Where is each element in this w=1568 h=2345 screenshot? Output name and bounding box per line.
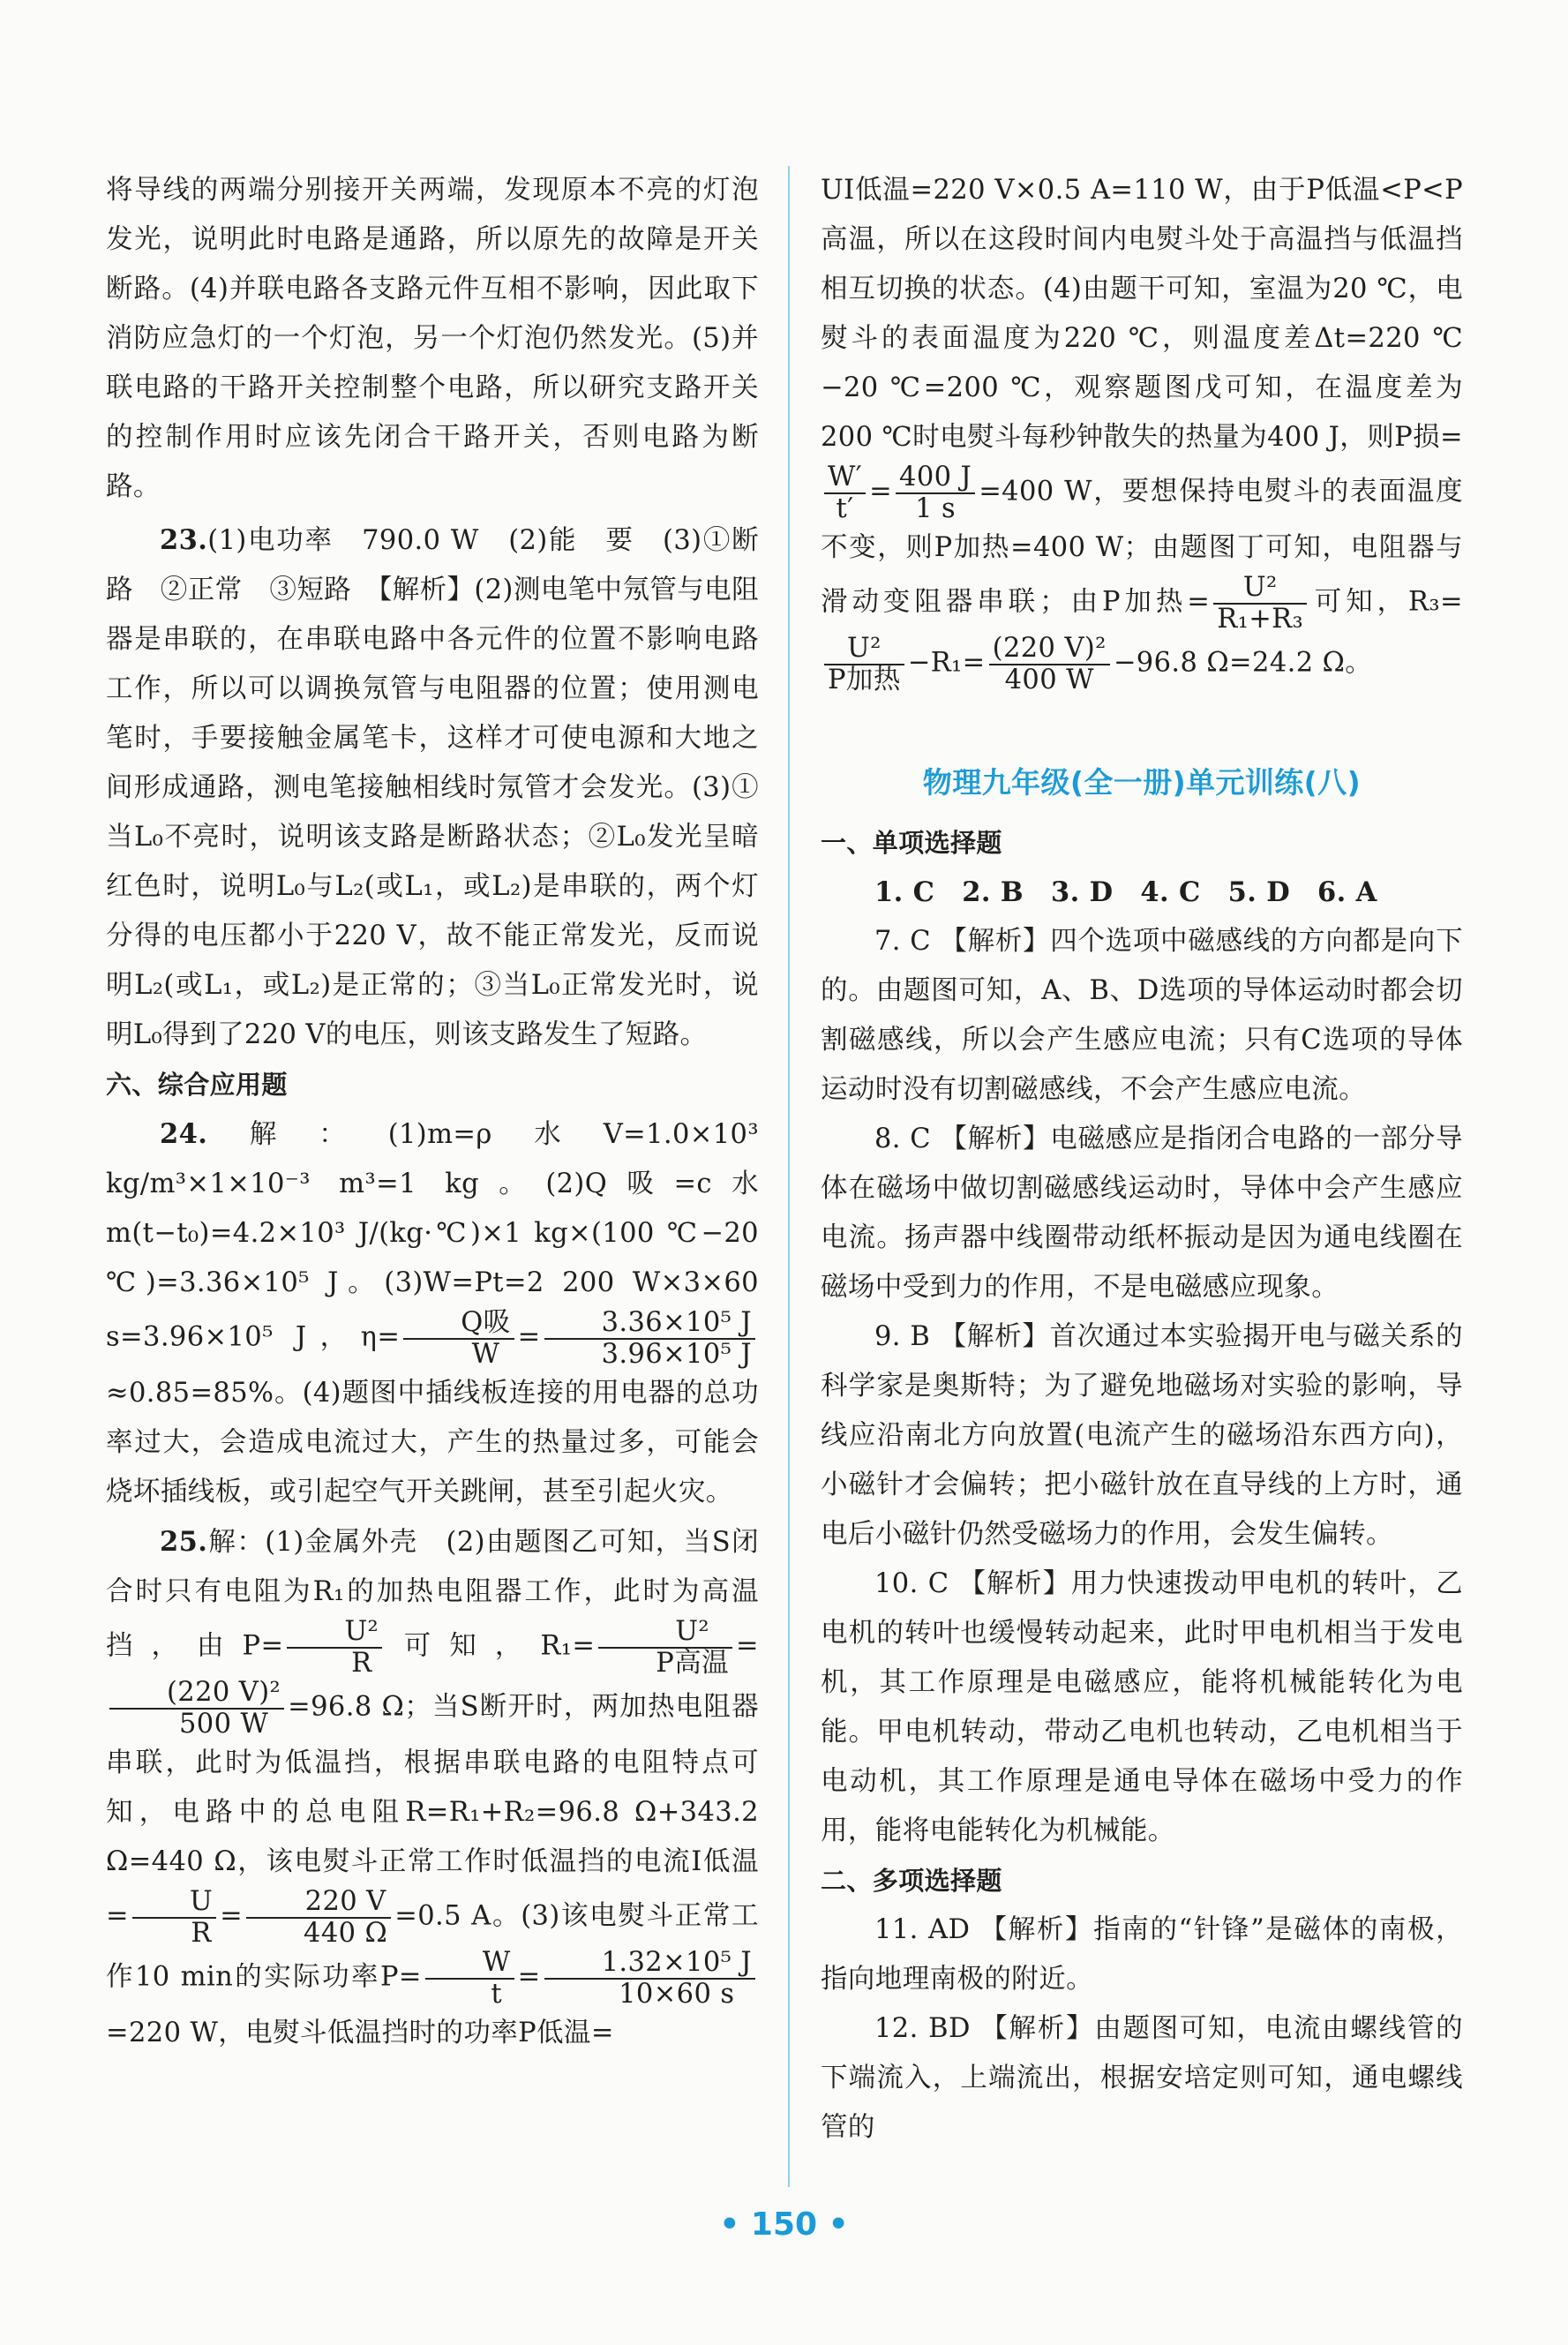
- question-24: 24.解：(1)m=ρ水V=1.0×10³ kg/m³×1×10⁻³ m³=1 kg。(2)Q吸=c水m(t−t₀)=4.2×10³ J/(kg·℃)×1 kg×(100 ℃−20 ℃)=3.36×10⁵ J。(3)W=Pt=2 200 W×3×60 s=3.96×10⁵ J，η= $\frac{\text{Q吸}}{W}$ = $\frac{\text{3.36×10⁵ J}}{\text{3.96×10⁵ J}}$ ≈0.85=85%。(4)题图中插线板连接的用电器的总功率过大，会造成电流过大，产生的热量过多，可能会烧坏插线板，或引起空气开关跳闸，甚至引起火灾。: [106, 1118, 759, 1508]
- question-number: 24.: [160, 1118, 208, 1150]
- fraction-numerator: (220 V)²: [989, 634, 1110, 665]
- fraction-numerator: W: [425, 1948, 514, 1980]
- fraction-denominator: W: [471, 1338, 500, 1370]
- fraction: [824, 634, 904, 695]
- question-8: 8. C 【解析】电磁感应是指闭合电路的一部分导体在磁场中做切割磁感线运动时，导体中会产生感应电流。扬声器中线圈带动纸杯振动是因为通电线圈在磁场中受到力的作用，不是电磁感应现象。: [821, 1124, 1463, 1304]
- fraction-numerator: W′: [824, 462, 866, 494]
- left-paragraph-1: 将导线的两端分别接开关两端，发现原本不亮的灯泡发光，说明此时电路是通路，所以原先的故障是开关断路。(4)并联电路各支路元件互相不影响，因此取下消防应急灯的一个灯泡，另一个灯泡仍然发光。(5)并联电路的干路开关控制整个电路，所以研究支路开关的控制作用时应该先闭合干路开关，否则电路为断路。: [106, 175, 759, 502]
- fraction: [544, 1948, 755, 2009]
- fraction-denominator: 440 Ω: [304, 1917, 388, 1949]
- fraction-denominator: P加热: [828, 664, 901, 695]
- fraction-numerator: 1.32×10⁵ J: [544, 1948, 755, 1980]
- section-heading-1: 一、单项选择题: [821, 828, 1002, 859]
- question-25-part-a: 解：(1)金属外壳 (2)由题图乙可知，当S闭合时只有电阻为R₁的加热电阻器工作，此时为高温挡，由P=: [106, 1527, 759, 1662]
- fraction-numerator: 400 J: [896, 462, 975, 494]
- fraction-numerator: U: [132, 1887, 216, 1919]
- fraction: [896, 462, 975, 523]
- fraction-denominator: 1 s: [915, 492, 957, 524]
- section-heading-6: 六、综合应用题: [106, 1070, 288, 1100]
- fraction: [425, 1948, 514, 2009]
- fraction-numerator: 220 V: [246, 1887, 391, 1919]
- question-25-part-b: 可知，R₁=: [386, 1630, 596, 1662]
- section-heading-2: 二、多项选择题: [821, 1866, 1002, 1897]
- continued-text-c: 可知，R₃=: [1310, 586, 1463, 618]
- right-column: [821, 166, 1463, 2153]
- question-25-part-c: =96.8 Ω；当S断开时，两加热电阻器串联，此时为低温挡，根据串联电路的电阻特点可知，电路中的总电阻R=R₁+R₂=96.8 Ω+343.2 Ω=440 Ω，该电熨斗正常工作时低温挡的电流I低温=: [106, 1691, 759, 1932]
- column-divider: [788, 166, 790, 2187]
- continued-text-a: UI低温=220 V×0.5 A=110 W，由于P低温<P<P高温，所以在这段时间内电熨斗处于高温挡与低温挡相互切换的状态。(4)由题干可知，室温为20 ℃，电熨斗的表面温度为220 ℃，则温度差Δt=220 ℃−20 ℃=200 ℃，观察题图戊可知，在温度差为200 ℃时电熨斗每秒钟散失的热量为400 J，则P损=: [821, 175, 1463, 453]
- page-number: • 150 •: [719, 2206, 849, 2243]
- fraction-denominator: 3.96×10⁵ J: [601, 1338, 752, 1370]
- question-number: 25.: [160, 1526, 208, 1559]
- fraction-numerator: U²: [1213, 573, 1307, 605]
- fraction: [989, 634, 1110, 695]
- fraction: [246, 1887, 391, 1948]
- fraction: [132, 1887, 216, 1948]
- fraction: [109, 1678, 284, 1739]
- fraction-numerator: (220 V)²: [109, 1678, 284, 1710]
- question-7: 7. C 【解析】四个选项中磁感线的方向都是向下的。由题图可知，A、B、D选项的导体运动时都会切割磁感线，所以会产生感应电流；只有C选项的导体运动时没有切割磁感线，不会产生感应电流。: [821, 926, 1463, 1106]
- fraction-denominator: P高温: [656, 1647, 730, 1679]
- fraction-numerator: U²: [824, 634, 904, 665]
- unit-title: 物理九年级(全一册)单元训练(八): [922, 765, 1362, 800]
- fraction-denominator: 500 W: [178, 1708, 269, 1740]
- fraction: [1213, 573, 1307, 634]
- fraction: [598, 1617, 732, 1678]
- fraction-denominator: t′: [836, 492, 854, 524]
- fraction-denominator: R₁+R₃: [1217, 603, 1304, 635]
- question-12: 12. BD 【解析】由题图可知，电流由螺线管的下端流入，上端流出，根据安培定则可知，通电螺线管的: [821, 2013, 1463, 2144]
- answers-1-6: 1. C 2. B 3. D 4. C 5. D 6. A: [874, 876, 1377, 909]
- fraction: [287, 1617, 382, 1678]
- fraction: [824, 462, 866, 523]
- continued-text-e: −96.8 Ω=24.2 Ω。: [1113, 647, 1373, 679]
- question-9: 9. B 【解析】首次通过本实验揭开电与磁关系的科学家是奥斯特；为了避免地磁场对实验的影响，导线应沿南北方向放置(电流产生的磁场沿东西方向)，小磁针才会偏转；把小磁针放在直导线的上方时，通电后小磁针仍然受磁场力的作用，会发生偏转。: [821, 1321, 1463, 1551]
- fraction-numerator: U²: [287, 1617, 382, 1649]
- fraction-numerator: U²: [598, 1617, 732, 1649]
- question-number: 23.: [160, 524, 208, 556]
- question-24-part-a: 解：(1)m=ρ水V=1.0×10³ kg/m³×1×10⁻³ m³=1 kg。(2)Q吸=c水m(t−t₀)=4.2×10³ J/(kg·℃)×1 kg×(100 ℃−20 ℃)=3.36×10⁵ J。(3)W=Pt=2 200 W×3×60 s=3.96×10⁵ J，η=: [106, 1119, 759, 1353]
- fraction: [403, 1308, 514, 1369]
- right-paragraph-1: UI低温=220 V×0.5 A=110 W，由于P低温<P<P高温，所以在这段时间内电熨斗处于高温挡与低温挡相互切换的状态。(4)由题干可知，室温为20 ℃，电熨斗的表面温度为220 ℃，则温度差Δt=220 ℃−20 ℃=200 ℃，观察题图戊可知，在温度差为200 ℃时电熨斗每秒钟散失的热量为400 J，则P损= $\frac{W'}{t'}$ = $\frac{400 J}{1 s}$ =400 W，要想保持电熨斗的表面温度不变，则P加热=400 W；由题图丁可知，电阻器与滑动变阻器串联；由P加热= $\frac{\text{U²}}{\text{R₁+R₃}}$ 可知，R₃= $\frac{\text{U²}}{\text{P加热}}$ −R₁= $\frac{\text{(220 V)²}}{400 W}$ −96.8 Ω=24.2 Ω。: [821, 175, 1463, 695]
- fraction-numerator: Q吸: [403, 1308, 514, 1340]
- fraction-denominator: R: [351, 1647, 372, 1679]
- equals-sign: =: [736, 1630, 759, 1662]
- question-24-part-b: ≈0.85=85%。(4)题图中插线板连接的用电器的总功率过大，会造成电流过大，产生的热量过多，可能会烧坏插线板，或引起空气开关跳闸，甚至引起火灾。: [106, 1378, 759, 1508]
- continued-text-b: =400 W，要想保持电熨斗的表面温度不变，则P加热=400 W；由题图丁可知，电阻器与滑动变阻器串联；由P加热=: [821, 476, 1463, 618]
- question-25: 25.解：(1)金属外壳 (2)由题图乙可知，当S闭合时只有电阻为R₁的加热电阻器工作，此时为高温挡，由P= $\frac{\text{U²}}{R}$ 可知，R₁= $\frac{\text{U²}}{\text{P高温}}$ = $\frac{\text{(220 V)²}}{500 W}$ =96.8 Ω；当S断开时，两加热电阻器串联，此时为低温挡，根据串联电路的电阻特点可知，电路中的总电阻R=R₁+R₂=96.8 Ω+343.2 Ω=440 Ω，该电熨斗正常工作时低温挡的电流I低温= $\frac{U}{R}$ = $\frac{220 V}{440 \Omega}$ =0.5 A。(3)该电熨斗正常工作10 min的实际功率P= $\frac{W}{t}$ = $\frac{\text{1.32×10⁵ J}}{10\times 60 s}$ =220 W，电熨斗低温挡时的功率P低温=: [106, 1526, 759, 2049]
- fraction-denominator: t: [491, 1978, 503, 2010]
- continued-text-d: −R₁=: [907, 647, 986, 679]
- question-25-part-e: =220 W，电熨斗低温挡时的功率P低温=: [106, 2018, 614, 2049]
- question-25-part-d: =0.5 A。(3)该电熨斗正常工作10 min的实际功率P=: [106, 1900, 759, 1993]
- fraction: [544, 1308, 755, 1369]
- left-column: [106, 166, 759, 2058]
- fraction-denominator: R: [191, 1917, 212, 1949]
- question-23: [106, 515, 759, 1060]
- fraction-denominator: 10×60 s: [619, 1978, 735, 2010]
- fraction-denominator: 400 W: [1004, 664, 1094, 695]
- question-11: 11. AD 【解析】指南的“针锋”是磁体的南极，指向地理南极的附近。: [821, 1914, 1463, 1996]
- fraction-numerator: 3.36×10⁵ J: [544, 1308, 755, 1340]
- question-10: 10. C 【解析】用力快速拨动甲电机的转叶，乙电机的转叶也缓慢转动起来，此时甲电机相当于发电机，其工作原理是电磁感应，能将机械能转化为电能。甲电机转动，带动乙电机也转动，乙电机相当于电动机，其工作原理是通电导体在磁场中受力的作用，能将电能转化为机械能。: [821, 1568, 1463, 1847]
- question-23-answer: (1)电功率 790.0 W (2)能 要 (3)①断路 ②正常 ③短路 【解析】(2)测电笔中氖管与电阻器是串联的，在串联电路中各元件的位置不影响电路工作，所以可以调换氖管与电阻器的位置；使用测电笔时，手要接触金属笔卡，这样才可使电源和大地之间形成通路，测电笔接触相线时氖管才会发光。(3)①当L₀不亮时，说明该支路是断路状态；②L₀发光呈暗红色时，说明L₀与L₂(或L₁，或L₂)是串联的，两个灯分得的电压都小于220 V，故不能正常发光，反而说明L₂(或L₁，或L₂)是正常的；③当L₀正常发光时，说明L₀得到了220 V的电压，则该支路发生了短路。: [106, 525, 759, 1050]
